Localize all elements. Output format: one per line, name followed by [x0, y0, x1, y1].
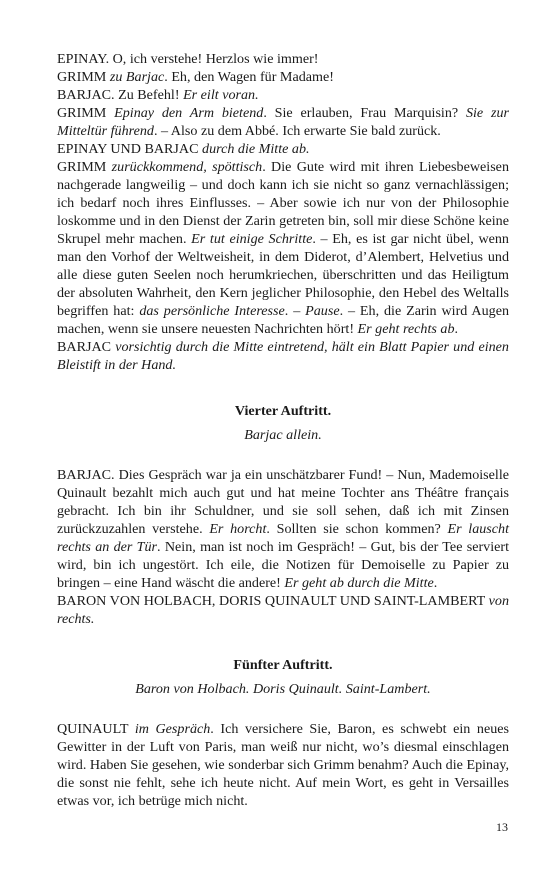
- text-run: . Nein, man ist noch im Gespräch! – Gut, bis der Tee serviert wird, bin ich ungestört. Ich eile, die Notizen für Demoiselle zu Papier zu bringen – eine Hand wäscht die andere!: [57, 539, 509, 591]
- scene-subheading-5: Baron von Holbach. Doris Quinault. Saint-Lambert.: [135, 681, 431, 697]
- text-run: . Ich versichere Sie, Baron, es schwebt ein neues Gewitter in der Luft von Paris, man weiß nur nicht, wo’s diesmal einschlagen wird. Haben Sie gesehen, wie sonderbar sich Grimm benahm? Auch die Epinay, die sonst nie fehlt, sehe ich heute nicht. Auf mein Wort, es geht in Versailles etwas vor, ich betrüge mich nicht.: [57, 721, 509, 809]
- text-run: GRIMM: [57, 69, 110, 85]
- stage-direction: Epinay den Arm bietend: [114, 105, 264, 121]
- stage-direction: zu Barjac: [109, 69, 165, 85]
- text-run: QUINAULT: [57, 721, 135, 737]
- paragraph: [57, 140, 509, 158]
- text-run: . – Also zu dem Abbé. Ich erwarte Sie bald zurück.: [153, 123, 441, 139]
- stage-direction: Er horcht: [209, 521, 267, 537]
- text-run: . Sollten sie schon kommen?: [266, 521, 448, 537]
- scene-heading-5: Fünfter Auftritt.: [233, 657, 333, 673]
- text-run: BARON VON HOLBACH, DORIS QUINAULT UND SAINT-LAMBERT: [57, 593, 489, 609]
- stage-direction: Er geht ab durch die Mitte: [284, 575, 434, 591]
- paragraph: [57, 466, 509, 592]
- text-run: . Sie erlauben, Frau Marquisin?: [263, 105, 466, 121]
- scene-heading-4: Vierter Auftritt.: [234, 403, 332, 419]
- text-run: . –: [284, 303, 306, 319]
- text-run: BARJAC: [57, 339, 116, 355]
- text-run: . – Eh, es ist gar nicht übel, wenn man den Vorhof der Weltweisheit, in dem Diderot, d’Alembert, Helvetius und alle diese guten Seelen noch herumkriechen, überschritten und das Heiligtum der absoluten Wahrheit, den Kern jeglicher Philosophie, den Hebel des Weltalls begriffen hat:: [57, 231, 509, 319]
- stage-direction: Er geht rechts ab: [357, 321, 455, 337]
- section-1: [57, 50, 509, 374]
- page-body: [57, 50, 509, 810]
- stage-direction: von rechts.: [57, 593, 509, 627]
- paragraph: [57, 720, 509, 810]
- paragraph: [57, 86, 509, 104]
- stage-direction: Pause: [305, 303, 340, 319]
- paragraph: [57, 104, 509, 140]
- paragraph: [57, 592, 509, 628]
- stage-direction: Er eilt voran.: [183, 87, 259, 103]
- stage-direction: Er tut einige Schritte: [191, 231, 313, 247]
- text-run: GRIMM: [57, 105, 115, 121]
- text-run: EPINAY UND BARJAC: [57, 141, 203, 157]
- text-run: EPINAY. O, ich verstehe! Herzlos wie immer!: [57, 51, 319, 67]
- stage-direction: Er lauscht rechts an der Tür: [57, 521, 509, 555]
- text-run: . Eh, den Wagen für Madame!: [164, 69, 334, 85]
- section-2: [57, 466, 509, 628]
- paragraph: [57, 68, 509, 86]
- page-number: 13: [496, 820, 508, 834]
- text-run: BARJAC. Zu Befehl!: [57, 87, 184, 103]
- paragraph: [57, 158, 509, 338]
- text-run: . Die Gute wird mit ihren Liebesbeweisen nachgerade langweilig – und doch kann ich sie nicht so ganz vernachlässigen; ich bedarf noch ihres Einflusses. – Aber sowie ich nur von der Philosophie loskomme und in den Dienst der Zarin getreten bin, soll mir diese Schöne keine Skrupel mehr machen.: [57, 159, 509, 247]
- section-3: [57, 720, 509, 810]
- stage-direction: vorsichtig durch die Mitte eintretend, hält ein Blatt Papier und einen Bleistift in der Hand.: [57, 339, 509, 373]
- text-run: . – Eh, die Zarin wird Augen machen, wenn sie unsere neuesten Nachrichten hört!: [57, 303, 510, 337]
- stage-direction: das persönliche Interesse: [139, 303, 285, 319]
- stage-direction: im Gespräch: [134, 721, 211, 737]
- paragraph: [57, 338, 509, 374]
- stage-direction: Sie zur Mitteltür führend: [57, 105, 509, 139]
- scene-subheading-4: Barjac allein.: [244, 427, 322, 443]
- text-run: GRIMM: [57, 159, 112, 175]
- text-run: .: [454, 321, 459, 337]
- text-run: BARJAC. Dies Gespräch war ja ein unschätzbarer Fund! – Nun, Mademoiselle Quinault bezahlt mich auch gut und hat meine Tochter ans Théâtre français gebracht. Ich bin ihr Schuldner, und sie soll sehen, daß ich mit Zinsen zurückzuzahlen verstehe.: [57, 467, 509, 537]
- text-run: .: [433, 575, 438, 591]
- stage-direction: zurückkommend, spöttisch: [111, 159, 263, 175]
- paragraph: [57, 50, 509, 68]
- stage-direction: durch die Mitte ab.: [202, 141, 310, 157]
